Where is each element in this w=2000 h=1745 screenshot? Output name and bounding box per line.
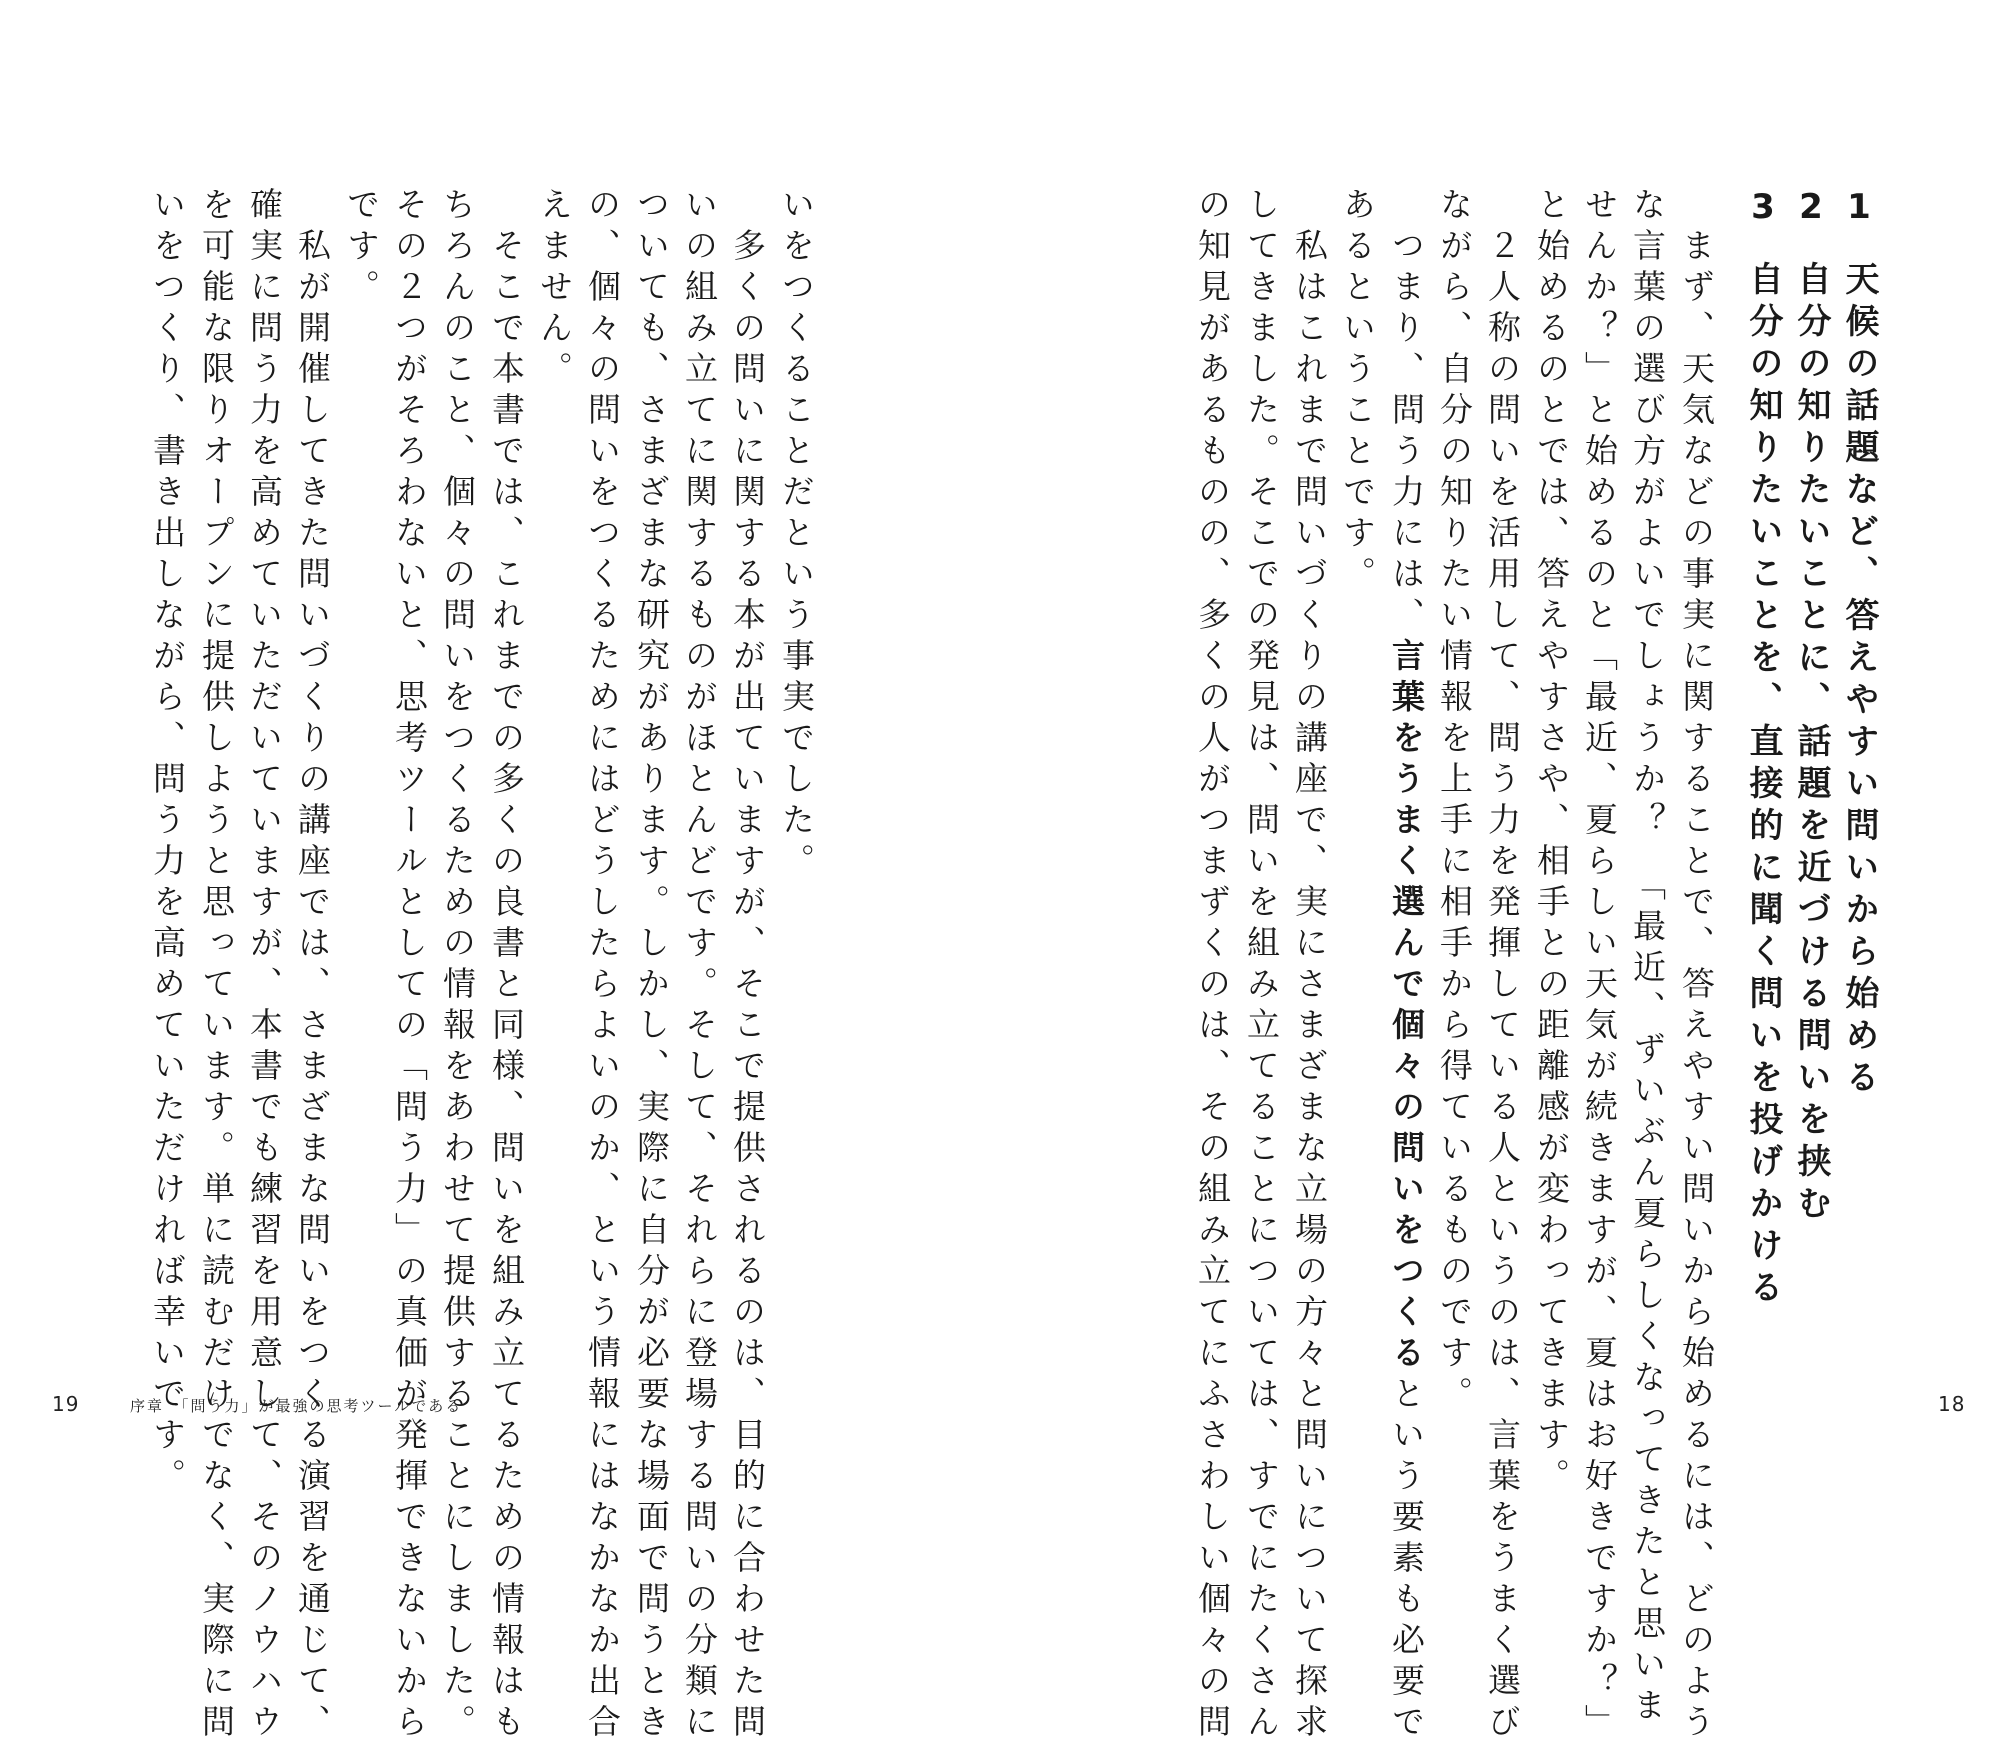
left-body-line-14-text: いをつくり、書き出しながら、問う力を高めていただければ幸いです。: [148, 187, 187, 1499]
right-body-line-1: [1677, 187, 1716, 1745]
left-body-line-3-text: いの組み立てに関するものがほとんどです。そして、それらに登場する問いの分類に: [680, 187, 719, 1745]
right-body-line-1-text: まず、天気などの事実に関することで、答えやすい問いから始めるには、どのよう: [1677, 187, 1716, 1745]
heading-3-text: 自分の知りたいことを、直接的に聞く問いを投げかける: [1743, 261, 1783, 1311]
right-body-line-6-text: ながら、自分の知りたい情報を上手に相手から得ているものです。: [1435, 187, 1474, 1417]
left-body-line-9: [390, 187, 429, 1745]
right-body-line-7-text: つまり、問う力には、: [1387, 187, 1426, 638]
right-body-line-5: [1483, 187, 1522, 1745]
left-body-line-11: [293, 187, 332, 1745]
left-body-line-2: [728, 187, 767, 1745]
right-body-line-3: [1580, 187, 1619, 1745]
heading-1-number: 1: [1839, 187, 1879, 235]
right-page: [1000, 0, 2000, 1745]
right-body-line-9-text: 私はこれまで問いづくりの講座で、実にさまざまな立場の方々と問いについて探求: [1290, 187, 1329, 1745]
left-body-line-4-text: ついても、さまざまな研究があります。しかし、実際に自分が必要な場面で問うとき: [632, 187, 671, 1745]
heading-1-text: 天候の話題など、答えやすい問いから始める: [1839, 261, 1879, 1101]
right-body-line-2: [1628, 187, 1667, 1729]
heading-2-text: 自分の知りたいことに、話題を近づける問いを挟む: [1791, 261, 1831, 1227]
left-body-line-11-text: 私が開催してきた問いづくりの講座では、さまざまな問いをつくる演習を通じて、: [293, 187, 332, 1745]
right-body-line-8: [1338, 187, 1377, 597]
running-head: 序章 「問う力」が最強の思考ツールである: [130, 1397, 463, 1415]
right-body-line-4-text: と始めるのとでは、答えやすさや、相手との距離感が変わってきます。: [1532, 187, 1571, 1499]
left-body-line-7-text: そこで本書では、これまでの多くの良書と同様、問いを組み立てるための情報はも: [487, 187, 526, 1745]
right-body-line-11-text: の知見があるものの、多くの人がつまずくのは、その組み立てにふさわしい個々の問: [1193, 187, 1232, 1745]
left-body-line-1-text: いをつくることだという事実でした。: [777, 187, 816, 884]
left-body-line-6: [535, 187, 574, 392]
right-body-line-4: [1532, 187, 1571, 1499]
heading-3: [1743, 187, 1783, 1311]
right-body-line-9: [1290, 187, 1329, 1745]
left-body-line-14: [148, 187, 187, 1499]
left-body-line-5: [583, 187, 622, 1745]
left-body-line-7: [487, 187, 526, 1745]
left-body-line-3: [680, 187, 719, 1745]
page-number-left: 19: [52, 1392, 80, 1416]
heading-2-number: 2: [1791, 187, 1831, 235]
right-body-line-10-text: してきました。そこでの発見は、問いを組み立てることについては、すでにたくさん: [1242, 187, 1281, 1745]
left-body-line-2-text: 多くの問いに関する本が出ていますが、そこで提供されるのは、目的に合わせた問: [728, 187, 767, 1745]
page-number-right: 18: [1938, 1392, 1966, 1416]
heading-1: [1839, 187, 1879, 1101]
right-body-line-10: [1242, 187, 1281, 1745]
left-body-line-4: [632, 187, 671, 1745]
right-body-line-11: [1193, 187, 1232, 1745]
left-body-line-8-text: ちろんのこと、個々の問いをつくるための情報をあわせて提供することにしました。: [438, 187, 477, 1745]
left-body-line-9-text: その２つがそろわないと、思考ツールとしての「問う力」の真価が発揮できないから: [390, 187, 429, 1745]
left-body-line-5-text: の、個々の問いをつくるためにはどうしたらよいのか、という情報にはなかなか出合: [583, 187, 622, 1745]
right-body-line-7-tail: という要素も必要で: [1387, 1376, 1426, 1745]
left-body-line-6-text: えません。: [535, 187, 574, 392]
left-body-line-10-text: です。: [342, 187, 381, 310]
left-body-line-13: [197, 187, 236, 1745]
right-body-line-2-text: な言葉の選び方がよいでしょうか？ 「最近、ずいぶん夏らしくなってきたと思いま: [1628, 187, 1667, 1729]
left-body-line-12: [245, 187, 284, 1745]
left-body-line-13-text: を可能な限りオープンに提供しようと思っています。単に読むだけでなく、実際に問: [197, 187, 236, 1745]
right-body-line-5-text: ２人称の問いを活用して、問う力を発揮している人というのは、言葉をうまく選び: [1483, 187, 1522, 1745]
right-body-line-3-text: せんか？」と始めるのと「最近、夏らしい天気が続きますが、夏はお好きですか？」: [1580, 187, 1619, 1745]
right-body-line-8-text: あるということです。: [1338, 187, 1377, 597]
heading-2: [1791, 187, 1831, 1227]
right-body-line-7-emphasis: 言葉をうまく選んで個々の問いをつくる: [1387, 638, 1426, 1376]
left-body-line-12-text: 確実に問う力を高めていただいていますが、本書でも練習を用意して、そのノウハウ: [245, 187, 284, 1745]
right-body-line-7: [1387, 187, 1426, 1745]
right-body-line-6: [1435, 187, 1474, 1417]
left-body-line-8: [438, 187, 477, 1745]
left-body-line-10: [342, 187, 381, 310]
left-body-line-1: [777, 187, 816, 884]
heading-3-number: 3: [1743, 187, 1783, 235]
